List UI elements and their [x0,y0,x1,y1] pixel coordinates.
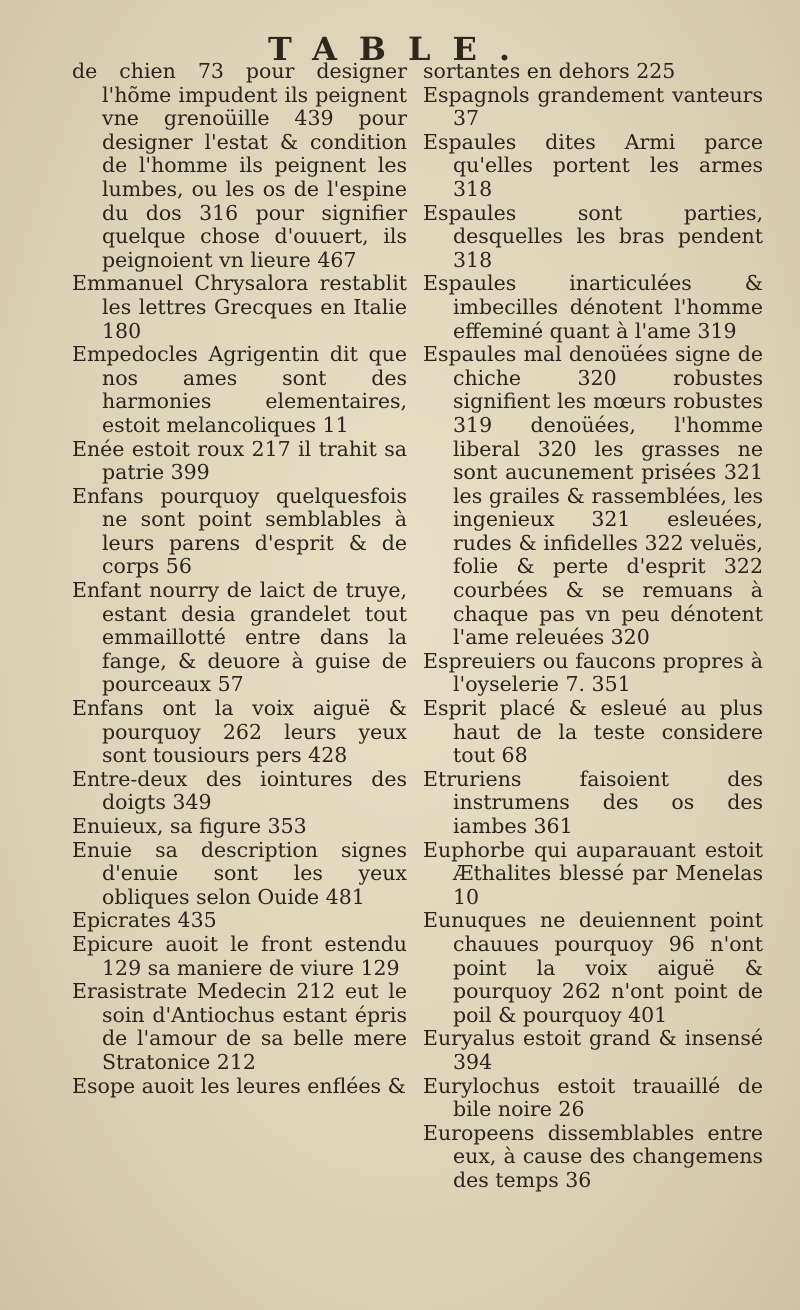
index-entry: Erasistrate Medecin 212 eut le soin d'Antiochus estant épris de l'amour de sa belle mere Stratonice 212 [72,979,407,1074]
index-entry: Eunuques ne deuiennent point chauues pourquoy 96 n'ont point la voix aiguë & pourquoy 262 n'ont point de poil & pourquoy 401 [423,908,763,1027]
page-header: TABLE. [268,30,532,68]
index-entry: Europeens dissemblables entre eux, à cause des changemens des temps 36 [423,1120,763,1192]
index-entry: Emmanuel Chrysalora restablit les lettres Grecques en Italie 180 [72,271,407,343]
index-entry: Epicrates 435 [72,908,217,933]
index-entry: Espagnols grandement vanteurs 37 [423,82,763,131]
index-column-left [72,60,407,1098]
index-entry: Enuie sa description signes d'enuie sont les yeux obliques selon Ouide 481 [72,837,407,909]
index-entry: sortantes en dehors 225 [423,59,676,83]
index-entry: Enée estoit roux 217 il trahit sa patrie 399 [72,436,407,485]
index-entry: Espaules dites Armi parce qu'elles portent les armes 318 [423,129,763,201]
index-entry: Enfant nourry de laict de truye, estant desia grandelet tout emmaillotté entre dans la fange, & deuore à guise de pourceaux 57 [72,578,407,697]
index-column-right [423,60,763,1193]
index-entry: Esope auoit les leures enflées & [72,1073,406,1098]
index-entry: Epicure auoit le front estendu 129 sa maniere de viure 129 [72,931,407,980]
index-entry: Esprit placé & esleué au plus haut de la teste considere tout 68 [423,696,763,768]
index-entry: Enuieux, sa figure 353 [72,814,307,838]
index-entry: Espaules sont parties, desquelles les bras pendent 318 [423,200,763,272]
index-entry: Euphorbe qui auparauant estoit Æthalites blessé par Menelas 10 [423,837,763,909]
index-entry: Euryalus estoit grand & insensé 394 [423,1026,763,1074]
index-entry: Eurylochus estoit trauaillé de bile noire 26 [423,1073,763,1122]
index-entry: Etruriens faisoient des instrumens des os des iambes 361 [423,766,763,838]
index-entry: Espaules mal denoüées signe de chiche 320 robustes signifient les mœurs robustes 319 denoüées, l'homme liberal 320 les grasses ne sont aucunement prisées 321 les grailes & rassemblées, les ingenieux 321 esleuées, rudes & infidelles 322 veluës, folie & perte d'esprit 322 courbées & se remuans à chaque pas vn peu dénotent l'ame releuées 320 [423,342,763,650]
index-entry: Enfans pourquoy quelquesfois ne sont point semblables à leurs parens d'esprit & de corps 56 [72,483,407,579]
index-entry: Espreuiers ou faucons propres à l'oyselerie 7. 351 [423,648,763,697]
index-entry: Enfans ont la voix aiguë & pourquoy 262 leurs yeux sont tousiours pers 428 [72,696,407,768]
index-entry: Espaules inarticulées & imbecilles dénotent l'homme effeminé quant à l'ame 319 [423,271,763,343]
index-entry: Empedocles Agrigentin dit que nos ames sont des harmonies elementaires, estoit melancoliques 11 [72,342,407,437]
index-entry: de chien 73 pour designer l'hõme impudent ils peignent vne grenoüille 439 pour designer l'estat & condition de l'homme ils peignent les lumbes, ou les os de l'espine du dos 316 pour signifier quelque chose d'ouuert, ils peignoient vn lieure 467 [72,59,407,272]
index-entry: Entre-deux des iointures des doigts 349 [72,766,407,815]
